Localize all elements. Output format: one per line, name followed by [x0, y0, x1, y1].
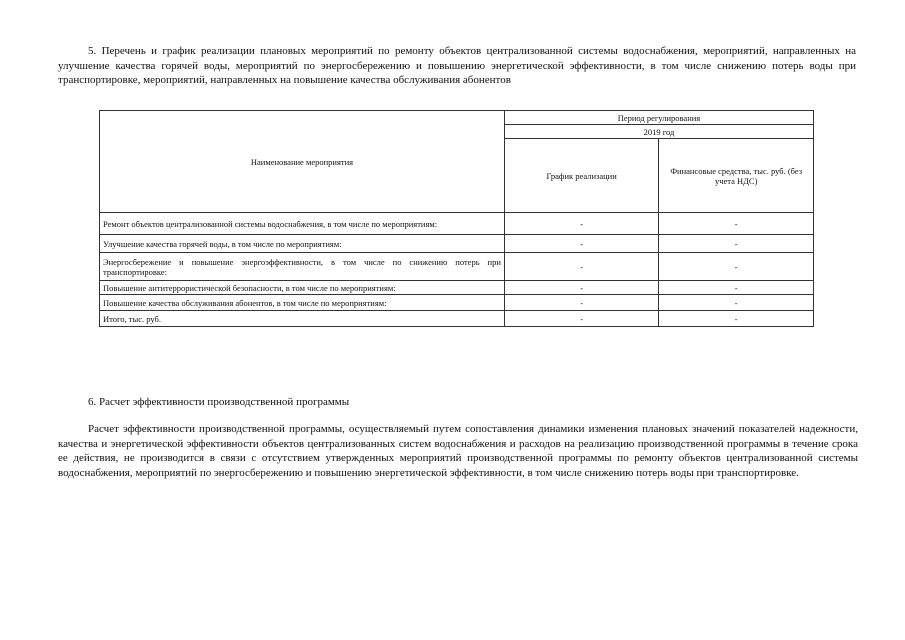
section-5-heading — [58, 44, 856, 88]
row-activity-name: Энергосбережение и повышение энергоэффективности, в том числе по снижению потерь при транспортировке: — [100, 253, 505, 281]
table-row — [100, 281, 814, 295]
row-schedule: - — [504, 311, 659, 327]
row-schedule: - — [504, 253, 659, 281]
row-activity-name: Повышение антитеррористической безопасности, в том числе по мероприятиям: — [100, 281, 505, 295]
row-schedule: - — [504, 213, 659, 235]
header-finance: Финансовые средства, тыс. руб. (без учета НДС) — [659, 139, 814, 213]
header-year: 2019 год — [504, 125, 813, 139]
table-header-row — [100, 111, 814, 125]
header-period: Период регулирования — [504, 111, 813, 125]
table-row — [100, 295, 814, 311]
section-5-text: 5. Перечень и график реализации плановых мероприятий по ремонту объектов централизованной системы водоснабжения, мероприятий, направленных на улучшение качества горячей воды, мероприятий по энергосбережению и повышению энергетической эффективности, в том числе снижению потерь воды при транспортировке, мероприятий, направленных на повышение качества обслуживания абонентов — [58, 45, 856, 86]
row-finance: - — [659, 295, 814, 311]
row-activity-name: Улучшение качества горячей воды, в том числе по мероприятиям: — [100, 235, 505, 253]
row-activity-name: Ремонт объектов централизованной системы водоснабжения, в том числе по мероприятиям: — [100, 213, 505, 235]
row-finance: - — [659, 281, 814, 295]
row-schedule: - — [504, 295, 659, 311]
section-6-body — [58, 422, 858, 480]
table-row — [100, 213, 814, 235]
row-finance: - — [659, 311, 814, 327]
activities-table — [99, 110, 814, 327]
header-activity-name: Наименование мероприятия — [100, 111, 505, 213]
table-row — [100, 235, 814, 253]
row-total-label: Итого, тыс. руб. — [100, 311, 505, 327]
row-finance: - — [659, 235, 814, 253]
row-finance: - — [659, 253, 814, 281]
header-schedule: График реализации — [504, 139, 659, 213]
section-6-text: Расчет эффективности производственной программы, осуществляемый путем сопоставления динамики изменения плановых значений показателей надежности, качества и энергетической эффективности объектов централизованных систем водоснабжения и расходов на реализацию производственной программы в течение срока ее действия, не производится в связи с отсутствием утвержденных мероприятий производственной программы по ремонту объектов централизованной системы водоснабжения, мероприятий по энергосбережению и повышению энергетической эффективности, в том числе снижению потерь воды при транспортировке. — [58, 423, 858, 479]
table-row — [100, 253, 814, 281]
section-6-title: 6. Расчет эффективности производственной программы — [88, 396, 350, 408]
row-finance: - — [659, 213, 814, 235]
row-schedule: - — [504, 281, 659, 295]
row-schedule: - — [504, 235, 659, 253]
table-row-total — [100, 311, 814, 327]
row-activity-name: Повышение качества обслуживания абонентов, в том числе по мероприятиям: — [100, 295, 505, 311]
